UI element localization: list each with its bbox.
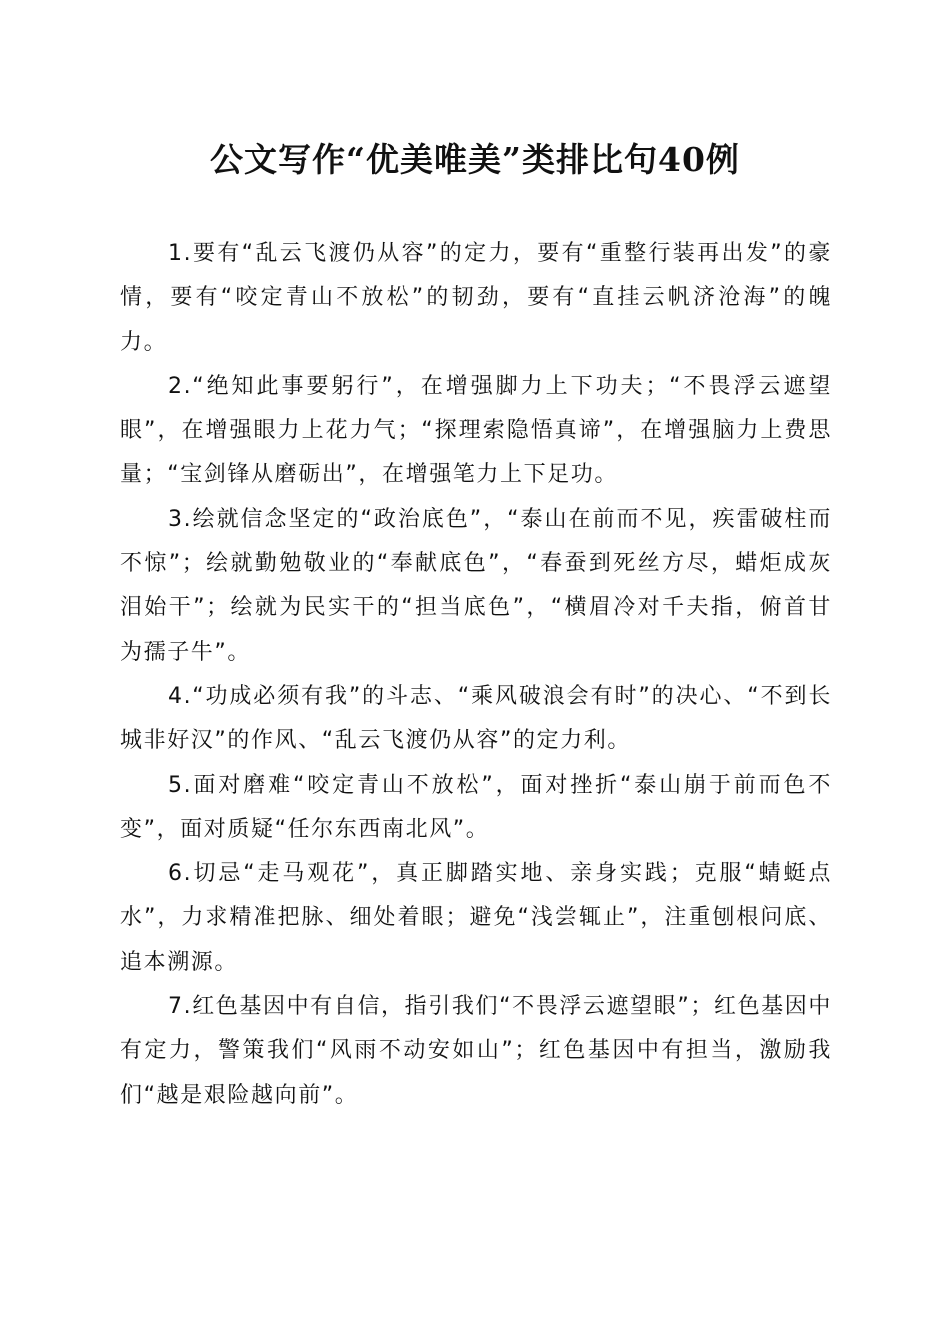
document-body: [120, 232, 832, 1118]
document-title: 公文写作“优美唯美”类排比句40例: [210, 140, 740, 179]
paragraph-1: 1.要有“乱云飞渡仍从容”的定力，要有“重整行装再出发”的豪情，要有“咬定青山不放松”的韧劲，要有“直挂云帆济沧海”的魄力。: [120, 241, 832, 355]
paragraph-3: 3.绘就信念坚定的“政治底色”，“泰山在前而不见，疾雷破柱而不惊”；绘就勤勉敬业的“奉献底色”，“春蚕到死丝方尽，蜡炬成灰泪始干”；绘就为民实干的“担当底色”，“横眉冷对千夫指，俯首甘为孺子牛”。: [120, 506, 832, 665]
paragraph-4: 4.“功成必须有我”的斗志、“乘风破浪会有时”的决心、“不到长城非好汉”的作风、“乱云飞渡仍从容”的定力利。: [120, 683, 832, 754]
paragraph-7: 7.红色基因中有自信，指引我们“不畏浮云遮望眼”；红色基因中有定力，警策我们“风雨不动安如山”；红色基因中有担当，激励我们“越是艰险越向前”。: [120, 994, 832, 1108]
paragraph-5: 5.面对磨难“咬定青山不放松”，面对挫折“泰山崩于前而色不变”，面对质疑“任尔东西南北风”。: [120, 772, 832, 842]
paragraph-6: 6.切忌“走马观花”，真正脚踏实地、亲身实践；克服“蜻蜓点水”，力求精准把脉、细处着眼；避免“浅尝辄止”，注重刨根问底、追本溯源。: [120, 861, 832, 975]
paragraph-2: 2.“绝知此事要躬行”，在增强脚力上下功夫；“不畏浮云遮望眼”，在增强眼力上花力气；“探理索隐悟真谛”，在增强脑力上费思量；“宝剑锋从磨砺出”，在增强笔力上下足功。: [120, 373, 832, 488]
